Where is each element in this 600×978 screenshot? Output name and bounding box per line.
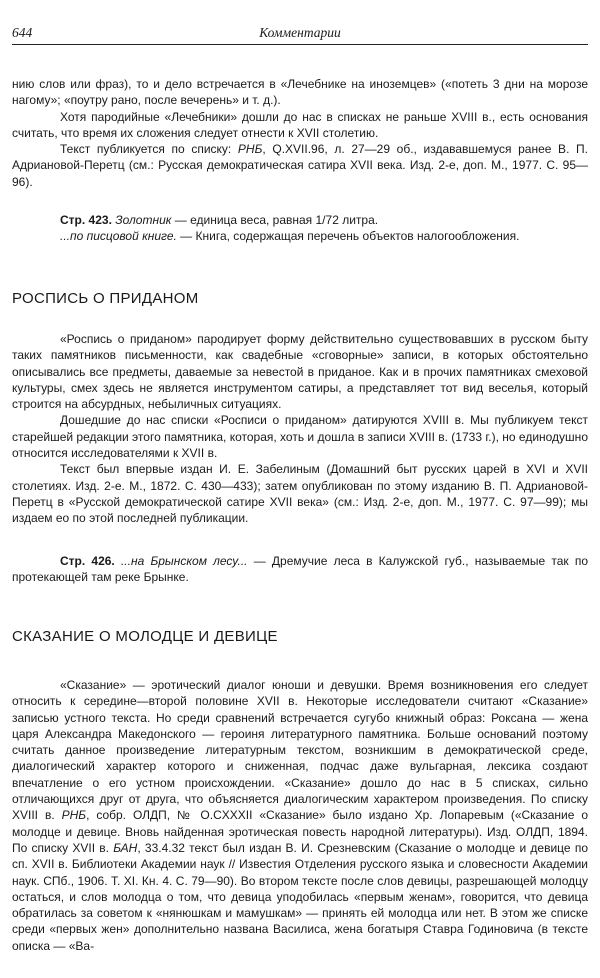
page-number: 644 <box>12 25 33 40</box>
text-run: , Q.XVII.96, л. 27—29 об., издававшемуся ранее В. П. Адриановой-Перетц (см.: Русская демократическая сатира XVII века. Изд. 2-е, доп. М., 1977. С. 95—96). <box>12 142 588 189</box>
footnote <box>12 553 588 586</box>
footnote <box>12 212 588 228</box>
running-header <box>12 24 588 45</box>
source-abbrev: РНБ <box>237 142 263 157</box>
paragraph: нию слов или фраз), то и дело встречается в «Лечебнике на иноземцев» («потеть 3 дни на морозе нагому»; «поутру рано, после вечерень» и т. д.). <box>12 77 588 108</box>
text-run: , 33.4.32 текст был издан В. И. Срезневским (Сказание о молодце и девице по сп. XVII в. Библиотеки Академии наук // Известия Отделения русского языка и словесности Академии наук. СПб., 1906. Т. XI. Кн. 4. С. 79—90). Во втором тексте после слов девицы, разрешающей молодцу остаться, и слов молодца о том, что девица уподобилась «первым женам», говорится, что девица обратилась за советом к «нянюшкам и мамушкам» — принять ей молодца или нет. В этом же списке среди «первых жен» дополнительно названа Василиса, жена богатыря Ставра Годиновича (в тексте описка — «Ва- <box>12 840 588 953</box>
text-run: «Сказание» — эротический диалог юноши и девушки. Время возникновения его следует относить к середине—второй половине XVII в. Некоторые исследователи считают «Сказание» записью устного текста. Но среди сравнений встречается сугубо книжный образ: Роксана — жена царя Александра Македонского — героиня литературного памятника. Больше оснований поэтому считать данное произведение литературным текстом, возникшим в демократической среде, диалогический характер которого и сниженная, подчас даже вульгарная, лексика создают впечатление о его устном происхождении. «Сказание» дошло до нас в 5 списках, сильно отличающихся друг от друга, что объясняется диалогическим характером произведения. По списку XVIII в. <box>12 678 588 823</box>
paragraph: Текст был впервые издан И. Е. Забелиным (Домашний быт русских царей в XVI и XVII столетиях. Изд. 2-е. М., 1872. С. 430—433); затем опубликован по этому изданию В. П. Адриановой-Перетц в «Русской демократической сатире XVII века» (см.: Изд. 2-е, доп. М., 1977. С. 97—99); мы издаем ео по этой последней публикации. <box>12 462 588 526</box>
note-ref: Стр. 426. <box>60 554 115 568</box>
section-heading-skazanie: СКАЗАНИЕ О МОЛОДЦЕ И ДЕВИЦЕ <box>12 628 278 645</box>
note-term: ...на Брынском лесу... <box>120 554 248 568</box>
footnote <box>12 228 588 244</box>
paragraph <box>12 677 588 954</box>
running-title: Комментарии <box>259 25 341 40</box>
section-heading-rospis: РОСПИСЬ О ПРИДАНОМ <box>12 290 199 307</box>
note-ref: Стр. 423. <box>60 213 112 227</box>
note-term: ...по писцовой книге. <box>60 229 177 244</box>
note-text: — единица веса, равная 1/72 литра. <box>171 213 379 227</box>
section-rospis-body <box>12 331 588 527</box>
note-text: — Книга, содержащая перечень объектов налогообложения. <box>176 229 520 244</box>
paragraph: «Роспись о приданом» пародирует форму действительно существовавших в русском быту таких памятников письменности, как свадебные «сговорные» записи, в которых обстоятельно описывались все предметы, даваемые за невестой в приданое. Как и в прочих памятниках смеховой культуры, смех здесь не является инструментом сатиры, а представляет тот вид веселья, который строится на абсурдных, небыличных ситуациях. <box>12 332 588 412</box>
section-skazanie-body <box>12 677 588 954</box>
text-run: Текст публикуется по списку: <box>60 142 238 157</box>
paragraph: Хотя пародийные «Лечебники» дошли до нас в списках не раньше XVIII в., есть основания считать, что время их сложения следует отнести к XVII столетию. <box>12 109 588 140</box>
source-abbrev: РНБ <box>61 808 87 823</box>
paragraph: Дошедшие до нас списки «Росписи о приданом» датируются XVIII в. Мы публикуем текст старейшей редакции этого памятника, которая, хоть и дошла в записи XVIII в. (1733 г.), но единодушно относится исследователями к XVII в. <box>12 413 588 461</box>
text-run: , собр. ОЛДП, № О.CXXXII «Сказание» было издано Хр. Лопаревым («Сказание о молодце и девице. Вновь найденная эротическая повесть народной литературы). Изд. ОЛДП, 1894. По списку XVII в. <box>12 808 588 855</box>
notes-block-1 <box>12 212 588 245</box>
note-term: Золотник <box>115 213 172 227</box>
note-text: — Дремучие леса в Калужской губ., называемые так по протекающей там реке Брынке. <box>12 554 588 585</box>
notes-block-2 <box>12 553 588 586</box>
paragraph <box>12 141 588 190</box>
source-abbrev: БАН <box>113 840 138 855</box>
intro-block <box>12 76 588 190</box>
